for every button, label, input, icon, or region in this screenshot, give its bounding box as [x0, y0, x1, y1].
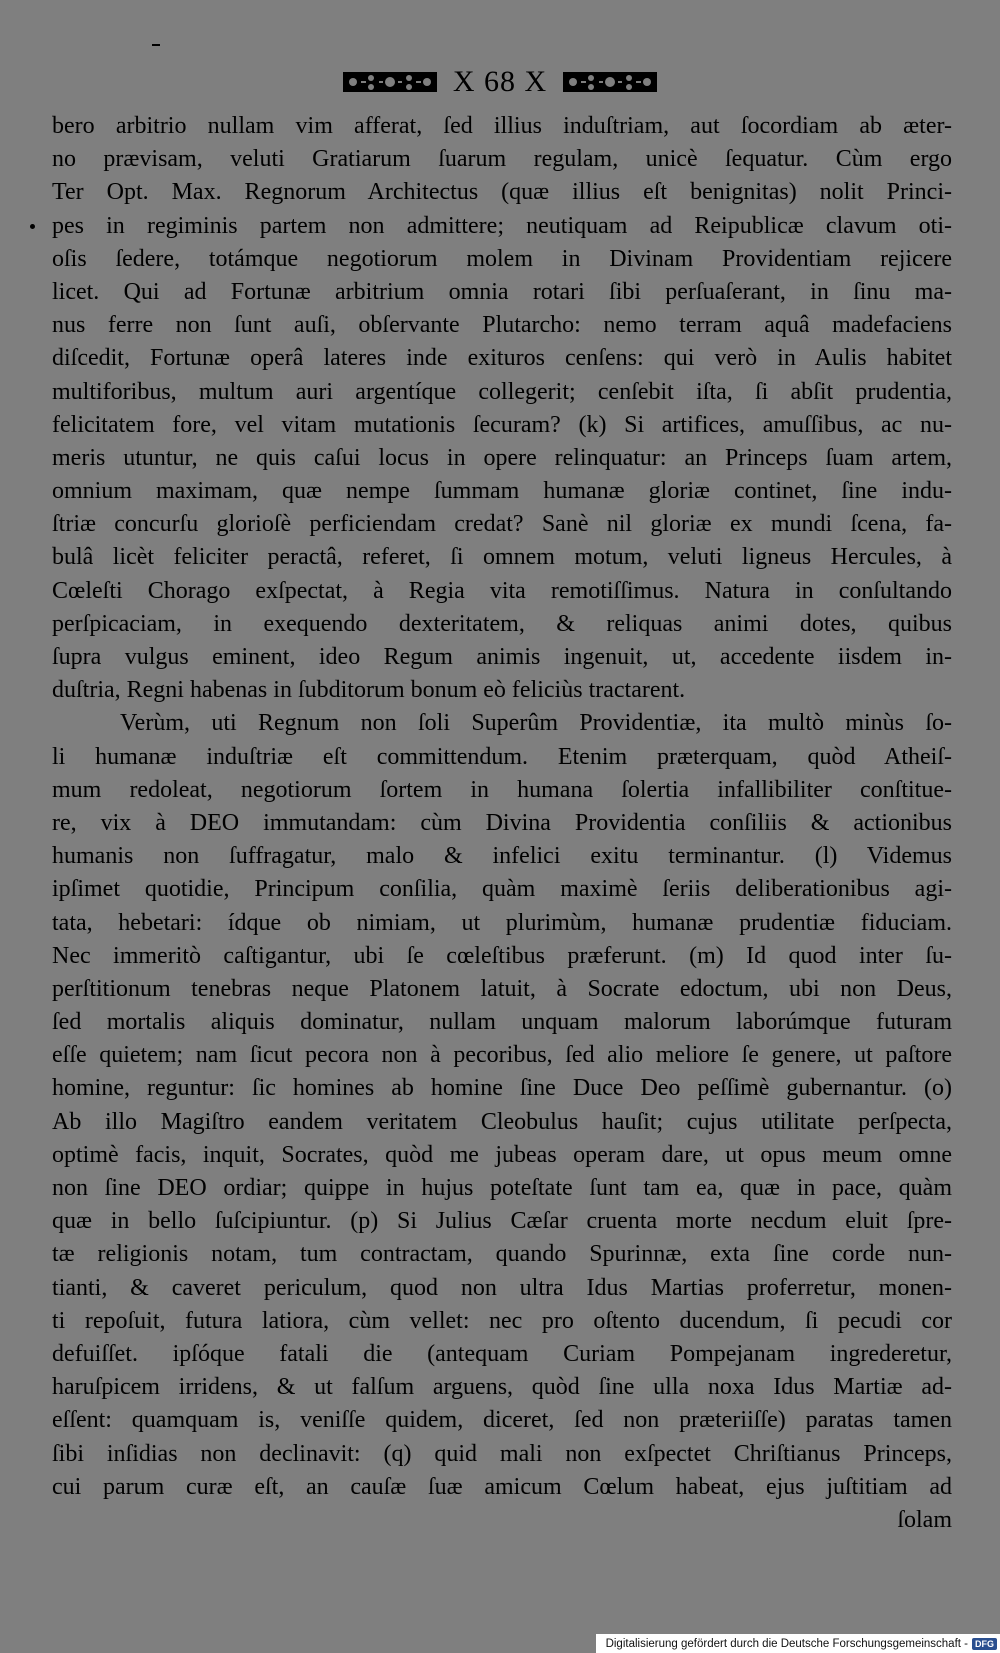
text-line: optimè facis, inquit, Socrates, quòd me jubeas operam dare, ut opus meum omne: [52, 1141, 952, 1168]
text-line: li humanæ induſtriæ eſt committendum. Etenim præterquam, quòd Atheiſ-: [52, 743, 952, 770]
text-line: eſſe quietem; nam ſicut pecora non à pecoribus, ſed alio meliore ſe genere, ut paſtore: [52, 1042, 952, 1069]
text-line: humanis non ſuffragatur, malo & infelici exitu terminantur. (l) Videmus: [52, 843, 952, 870]
text-line: Ter Opt. Max. Regnorum Architectus (quæ illius eſt benignitas) nolit Princi-: [52, 179, 952, 206]
dfg-logo: DFG: [972, 1638, 997, 1650]
body-text: [52, 110, 952, 1537]
text-line: perſtitionum tenebras neque Platonem latuit, à Socrate edoctum, ubi non Deus,: [52, 975, 952, 1002]
text-line: multiforibus, multum auri argentíque collegerit; cenſebit iſta, ſi abſit prudentia,: [52, 378, 952, 405]
text-line: homine, reguntur: ſic homines ab homine ſine Duce Deo peſſimè gubernantur. (o): [52, 1075, 952, 1102]
text-line: Ab illo Magiſtro eandem veritatem Cleobulus hauſit; cujus utilitate perſpecta,: [52, 1108, 952, 1135]
footer-text: Digitalisierung gefördert durch die Deutsche Forschungsgemeinschaft -: [605, 1637, 968, 1650]
text-line: no prævisam, veluti Gratiarum ſuarum regulam, unicè ſequatur. Cùm ergo: [52, 146, 952, 173]
text-line: haruſpicem irridens, & ut falſum arguens, quòd ſine ulla noxa Idus Martiæ ad-: [52, 1374, 952, 1401]
text-line: ſed mortalis aliquis dominatur, nullam unquam malorum laborúmque futuram: [52, 1009, 952, 1036]
text-line: omnium maximam, quæ nempe ſummam humanæ gloriæ continet, ſine indu-: [52, 478, 952, 505]
text-line: ſupra vulgus eminent, ideo Regum animis ingenuit, ut, accedente iisdem in-: [52, 644, 952, 670]
text-line: perſpicaciam, in exequendo dexteritatem, & reliquas animi dotes, quibus: [52, 610, 952, 637]
text-line: nus ferre non ſunt auſi, obſervante Plutarcho: nemo terram aquâ madefaciens: [52, 312, 952, 339]
text-line: felicitatem fore, vel vitam mutationis ſecuram? (k) Si artifices, amuſſibus, ac nu-: [52, 411, 952, 438]
running-header: [0, 62, 1000, 102]
text-line: Verùm, uti Regnum non ſoli Superûm Providentiæ, ita multò minùs ſo-: [120, 710, 952, 737]
text-line: Nec immeritò caſtigantur, ubi ſe cœleſtibus præferunt. (m) Id quod inter ſu-: [52, 942, 952, 969]
text-line: non ſine DEO ordiar; quippe in hujus poteſtate ſunt tam ea, quæ in pace, quàm: [52, 1175, 952, 1201]
text-line: ſtriæ concurſu glorioſè perficiendam credat? Sanè nil gloriæ ex mundi ſcena, fa-: [52, 511, 952, 538]
text-line: cui parum curæ eſt, an cauſæ ſuæ amicum Cœlum habeat, ejus juſtitiam ad: [52, 1473, 952, 1500]
text-line: tata, hebetari: ídque ob nimiam, ut plurimùm, humanæ prudentiæ fiduciam.: [52, 909, 952, 936]
ornament-left-icon: [341, 69, 439, 95]
text-line: tianti, & caveret periculum, quod non ultra Idus Martias proferretur, monen-: [52, 1274, 952, 1301]
text-line: tæ religionis notam, tum contractam, quando Spurinnæ, exta ſine corde nun-: [52, 1241, 952, 1268]
text-line: ipſimet quotidie, Principum conſilia, quàm maximè ſeriis deliberationibus agi-: [52, 876, 952, 903]
text-line: licet. Qui ad Fortunæ arbitrium omnia rotari ſibi perſuaſerant, in ſinu ma-: [52, 278, 952, 305]
ornament-right-icon: [561, 69, 659, 95]
text-line: bero arbitrio nullam vim afferat, ſed illius induſtriam, aut ſocordiam ab æter-: [52, 113, 952, 139]
text-line: ti repoſuit, futura latiora, cùm vellet: nec pro oſtento ducendum, ſi pecudi cor: [52, 1307, 952, 1334]
text-line: meris utuntur, ne quis caſui locus in opere relinquatur: an Princeps ſuam artem,: [52, 444, 952, 471]
text-line: ſibi inſidias non declinavit: (q) quid mali non exſpectet Chriſtianus Princeps,: [52, 1440, 952, 1467]
text-line: defuiſſet. ipſóque fatali die (antequam Curiam Pompejanam ingrederetur,: [52, 1340, 952, 1367]
text-line: duſtria, Regni habenas in ſubditorum bonum eò feliciùs tractarent.: [52, 677, 686, 704]
text-line: pes in regiminis partem non admittere; neutiquam ad Reipublicæ clavum oti-: [52, 212, 952, 239]
text-line: mum redoleat, negotiorum ſortem in humana ſolertia infallibiliter conſtitue-: [52, 776, 952, 803]
text-line: oſis ſedere, totámque negotiorum molem in Divinam Providentiam rejicere: [52, 245, 952, 272]
margin-mark: [30, 224, 35, 229]
page-number: X 68 X: [452, 65, 548, 98]
text-line: bulâ licèt feliciter peractâ, referet, ſi omnem motum, veluti ligneus Hercules, à: [52, 544, 952, 571]
text-line: Cœleſti Chorago exſpectat, à Regia vita remotiſſimus. Natura in conſultando: [52, 577, 952, 604]
text-line: re, vix à DEO immutandam: cùm Divina Providentia conſiliis & actionibus: [52, 809, 952, 836]
digitization-footer: [596, 1634, 1000, 1653]
catchword: ſolam: [897, 1506, 952, 1533]
mark-tick: [152, 44, 160, 46]
text-line: diſcedit, Fortunæ operâ lateres inde exituros cenſens: qui verò in Aulis habitet: [52, 345, 952, 372]
text-line: quæ in bello ſuſcipiuntur. (p) Si Julius Cæſar cruenta morte necdum eluit ſpre-: [52, 1208, 952, 1235]
text-line: eſſent: quamquam is, veniſſe quidem, diceret, ſed non præteriiſſe) paratas tamen: [52, 1407, 952, 1434]
